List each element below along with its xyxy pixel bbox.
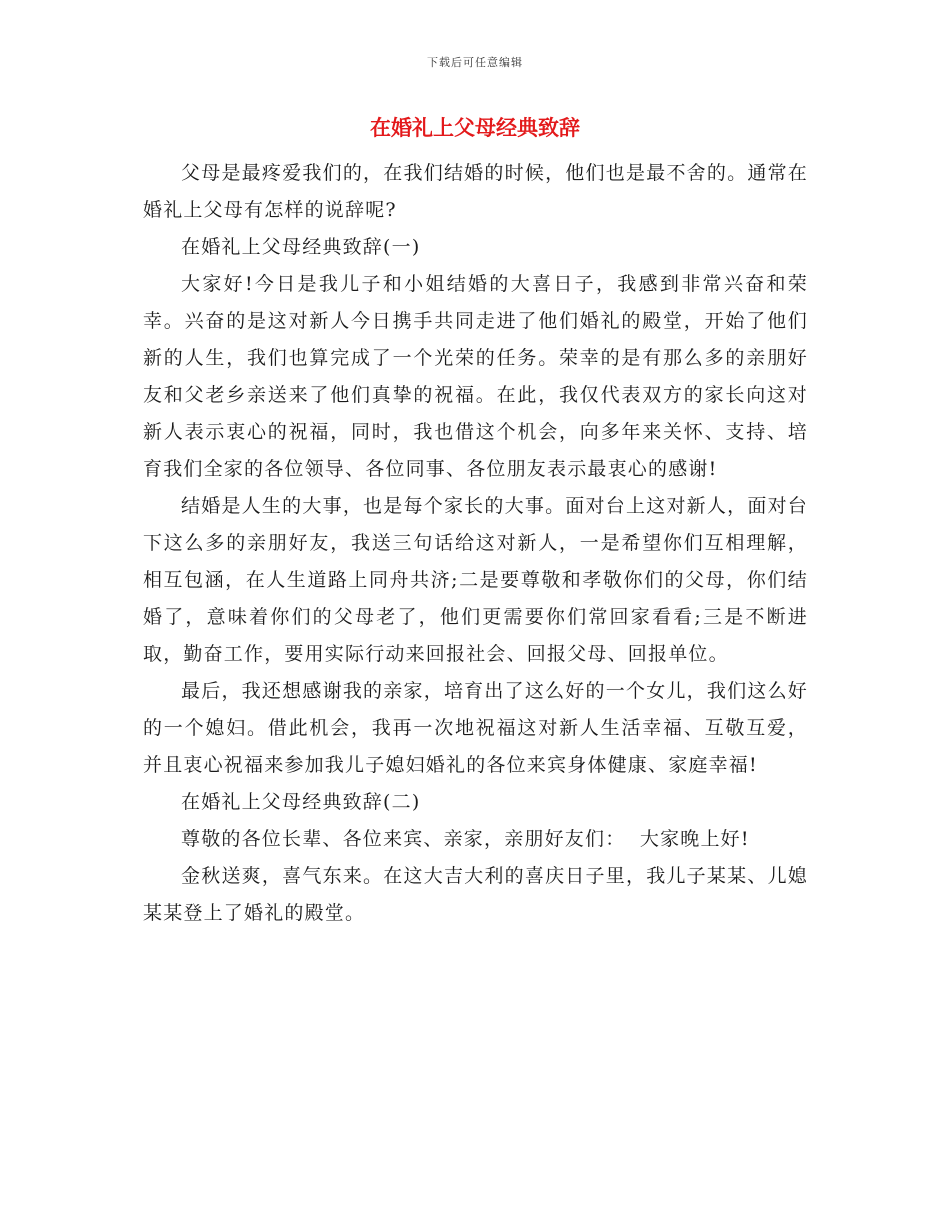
paragraph: 最后，我还想感谢我的亲家，培育出了这么好的一个女儿，我们这么好的一个媳妇。借此机会，我再一次地祝福这对新人生活幸福、互敬互爱，并且衷心祝福来参加我儿子媳妇婚礼的各位来宾身体健康、家庭幸福! bbox=[143, 680, 808, 776]
paragraph-intro: 父母是最疼爱我们的，在我们结婚的时候，他们也是最不舍的。通常在婚礼上父母有怎样的说辞呢? bbox=[143, 162, 808, 221]
section-heading-1: 在婚礼上父母经典致辞(一) bbox=[181, 236, 421, 258]
document-title: 在婚礼上父母经典致辞 bbox=[370, 116, 580, 140]
section-heading-2: 在婚礼上父母经典致辞(二) bbox=[181, 791, 421, 813]
paragraph: 结婚是人生的大事，也是每个家长的大事。面对台上这对新人，面对台下这么多的亲朋好友，我送三句话给这对新人，一是希望你们互相理解，相互包涵，在人生道路上同舟共济;二是要尊敬和孝敬你们的父母，你们结婚了，意味着你们的父母老了，他们更需要你们常回家看看;三是不断进取，勤奋工作，要用实际行动来回报社会、回报父母、回报单位。 bbox=[143, 495, 808, 665]
paragraph-greeting: 尊敬的各位长辈、各位来宾、亲家，亲朋好友们： 大家晚上好! bbox=[181, 828, 750, 850]
paragraph: 金秋送爽，喜气东来。在这大吉大利的喜庆日子里，我儿子某某、儿媳某某登上了婚礼的殿堂。 bbox=[143, 865, 808, 924]
header-note: 下载后可任意编辑 bbox=[427, 56, 523, 69]
document-body bbox=[143, 155, 808, 932]
paragraph: 大家好!今日是我儿子和小姐结婚的大喜日子，我感到非常兴奋和荣幸。兴奋的是这对新人今日携手共同走进了他们婚礼的殿堂，开始了他们新的人生，我们也算完成了一个光荣的任务。荣幸的是有那么多的亲朋好友和父老乡亲送来了他们真挚的祝福。在此，我仅代表双方的家长向这对新人表示衷心的祝福，同时，我也借这个机会，向多年来关怀、支持、培育我们全家的各位领导、各位同事、各位朋友表示最衷心的感谢! bbox=[143, 273, 808, 480]
